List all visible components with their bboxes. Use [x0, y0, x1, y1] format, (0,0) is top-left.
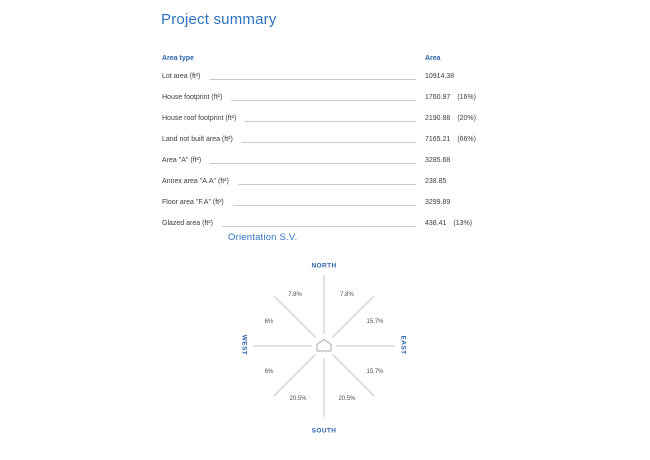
leader-line: [210, 163, 416, 164]
area-value-number: 238.85: [425, 178, 447, 185]
area-value: [425, 199, 530, 206]
table-row: [162, 192, 530, 213]
sector-value-nnw: 7.8%: [288, 292, 302, 298]
orientation-title: Orientation S.V.: [228, 232, 298, 243]
leader-line: [222, 226, 416, 227]
area-type-label: Land not built area (ft²): [162, 136, 233, 143]
sector-value-wnw: 6%: [264, 319, 274, 325]
compass-label-east: EAST: [399, 335, 407, 355]
area-value-percent: (20%): [457, 115, 476, 122]
table-row: [162, 87, 530, 108]
sector-value-wsw: 6%: [264, 369, 274, 375]
area-value-number: 7165.21: [425, 136, 451, 143]
area-value: [425, 157, 530, 164]
area-type-label: Lot area (ft²): [162, 73, 201, 80]
page-title: Project summary: [161, 11, 277, 28]
area-value-percent: (13%): [453, 220, 473, 227]
table-header-row: [162, 50, 530, 66]
table-row: [162, 108, 530, 129]
area-value-percent: (16%): [457, 94, 476, 101]
area-value-number: 1760.97: [425, 94, 451, 101]
area-value-number: 438.41: [425, 220, 447, 227]
sector-value-ssw: 20.5%: [289, 396, 307, 402]
area-value: [425, 73, 530, 80]
leader-line: [233, 205, 416, 206]
leader-line: [210, 79, 416, 80]
table-row: [162, 171, 530, 192]
area-value-number: 10914.38: [425, 73, 455, 80]
sector-value-sse: 20.5%: [338, 396, 356, 402]
table-row: [162, 213, 530, 234]
leader-line: [242, 142, 416, 143]
area-value-percent: (66%): [457, 136, 476, 143]
area-type-label: Area "A" (ft²): [162, 157, 202, 164]
area-type-label: House footprint (ft²): [162, 94, 223, 101]
compass-label-north: NORTH: [311, 262, 337, 270]
area-table: [162, 50, 530, 234]
house-icon: [317, 340, 331, 352]
area-value: [425, 94, 530, 101]
area-value-number: 2190.88: [425, 115, 451, 122]
area-value-number: 3299.89: [425, 199, 451, 206]
orientation-compass: [234, 258, 414, 440]
table-body: [162, 66, 530, 234]
compass-label-south: SOUTH: [311, 427, 337, 435]
area-type-label: Glazed area (ft²): [162, 220, 213, 227]
sector-value-ene: 15.7%: [366, 319, 384, 325]
table-row: [162, 66, 530, 87]
area-value: [425, 136, 530, 143]
sector-value-ese: 15.7%: [366, 369, 384, 375]
area-value: [425, 115, 530, 122]
area-value: [425, 220, 530, 227]
leader-line: [245, 121, 416, 122]
leader-line: [231, 100, 416, 101]
area-value-number: 3285.68: [425, 157, 451, 164]
leader-line: [238, 184, 416, 185]
col-header-area-type: Area type: [162, 54, 194, 62]
area-type-label: Annex area "A.A" (ft²): [162, 178, 229, 185]
table-row: [162, 150, 530, 171]
area-value: [425, 178, 530, 185]
sector-value-nne: 7.8%: [340, 292, 354, 298]
area-type-label: Floor area "F.A" (ft²): [162, 199, 224, 206]
compass-label-west: WEST: [240, 334, 248, 356]
area-type-label: House roof footprint (ft²): [162, 115, 237, 122]
col-header-area: Area: [425, 54, 441, 62]
table-row: [162, 129, 530, 150]
compass-rays-graphic: [234, 258, 414, 440]
